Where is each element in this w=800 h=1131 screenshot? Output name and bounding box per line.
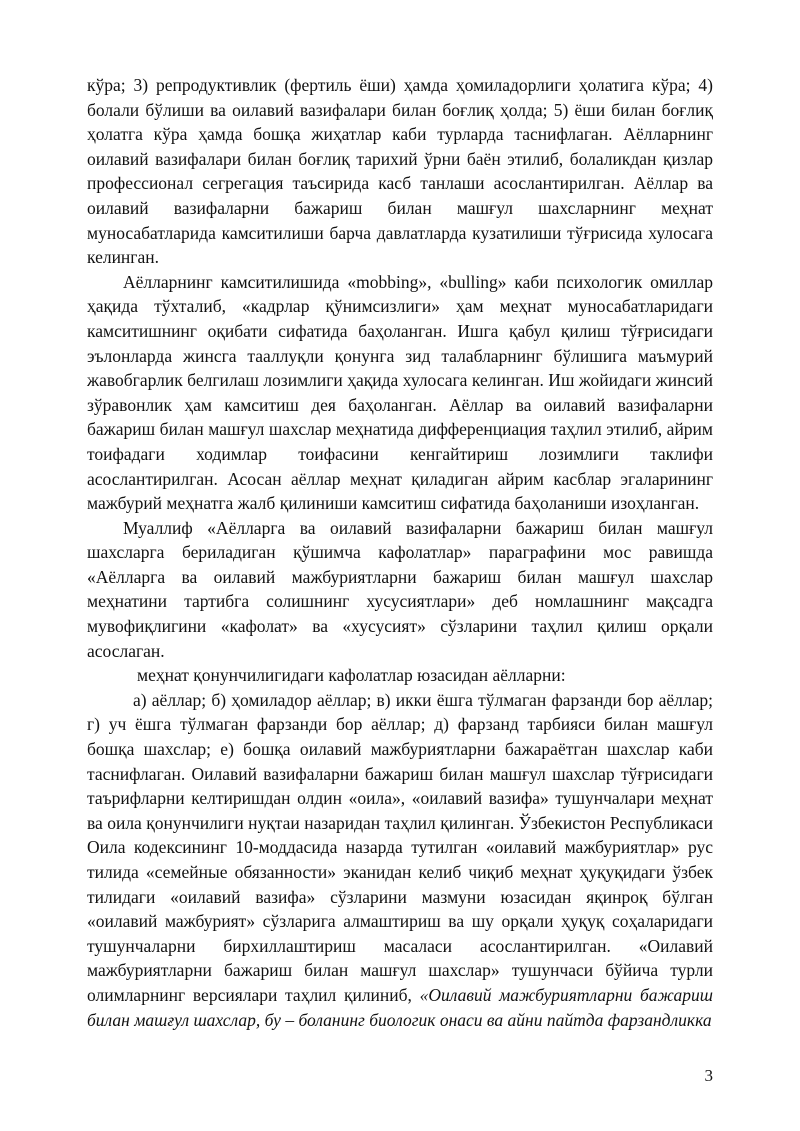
paragraph-1: кўра; 3) репродуктивлик (фертиль ёши) ҳамда ҳомиладорлиги ҳолатига кўра; 4) болали бўлиши ва оилавий вазифалари билан боғлиқ ҳолда; 5) ёши билан боғлиқ ҳолатга кўра ҳамда бошқа жиҳатлар каби турларда таснифлаган. Аёлларнинг оилавий вазифалари билан боғлиқ тарихий ўрни баён этилиб, болаликдан қизлар профессионал сегрегация таъсирида касб танлаши асослантирилган. Аёллар ва оилавий вазифаларни бажариш билан машғул шахсларнинг меҳнат муносабатларида камситилиши барча давлатларда кузатилиши тўғрисида хулосага келинган. — [87, 75, 713, 268]
paragraph-5-text: а) аёллар; б) ҳомиладор аёллар; в) икки ёшга тўлмаган фарзанди бор аёллар; г) уч ёшга тўлмаган фарзанди бор аёллар; д) фарзанд тарбияси билан машғул бошқа шахслар; е) бошқа оилавий мажбуриятларни бажараётган шахслар каби таснифлаган. Оилавий вазифаларни бажариш билан машғул шахслар тўғрисидаги таърифларни келтиришдан олдин «оила», «оилавий вазифа» тушунчалари меҳнат ва оила қонунчилиги нуқтаи назаридан таҳлил қилинган. Ўзбекистон Республикаси Оила кодексининг 10-моддасида назарда тутилган «оилавий мажбуриятлар» рус тилида «семейные обязанности» эканидан келиб чиқиб меҳнат ҳуқуқидаги ўзбек тилидаги «оилавий вазифа» сўзларини мазмуни юзасидан яқинроқ бўлган «оилавий мажбурият» сўзларига алмаштириш ва шу орқали ҳуқуқ соҳаларидаги тушунчаларни бирхиллаштириш масаласи асослантирилган. «Оилавий мажбуриятларни бажариш билан машғул шахслар» тушунчаси бўйича турли олимларнинг версиялари таҳлил қилиниб, — [87, 689, 713, 1005]
page-number: 3 — [704, 1066, 713, 1085]
paragraph-5 — [87, 688, 713, 1032]
paragraph-4: меҳнат қонунчилигидаги кафолатлар юзасидан аёлларни: — [137, 665, 566, 686]
paragraph-2: Аёлларнинг камситилишида «mobbing», «bulling» каби психологик омиллар ҳақида тўхталиб, «кадрлар қўнимсизлиги» ҳам меҳнат муносабатларидаги камситишнинг оқибати сифатида баҳоланган. Ишга қабул қилиш тўғрисидаги эълонларда жинсга тааллуқли қонунга зид талабларнинг бўлишига маъмурий жавобгарлик белгилаш лозимлиги ҳақида хулосага келинган. Иш жойидаги жинсий зўравонлик ҳам камситиш дея баҳоланган. Аёллар ва оилавий вазифаларни бажариш билан машғул шахслар меҳнатида дифференциация таҳлил этилиб, айрим тоифадаги ходимлар тоифасини кенгайтириш лозимлиги таклифи асослантирилган. Асосан аёллар меҳнат қиладиган айрим касблар эгаларининг мажбурий меҳнатга жалб қилиниши камситиш сифатида баҳоланиши изоҳланган. — [87, 271, 713, 514]
page-body — [87, 73, 713, 1032]
paragraph-5-italic-quote: «Оилавий мажбуриятларни бажариш билан машғул шахслар, бу – боланинг биологик онаси ва айни пайтда фарзандликка — [87, 984, 714, 1030]
paragraph-3: Муаллиф «Аёлларга ва оилавий вазифаларни бажариш билан машғул шахсларга бериладиган қўшимча кафолатлар» параграфини мос равишда «Аёлларга ва оилавий мажбуриятларни бажариш билан машғул шахслар меҳнатини тартибга солишнинг хусусиятлари» деб номлашнинг мақсадга мувофиқлигини «кафолат» ва «хусусият» сўзларини таҳлил қилиш орқали асослаган. — [87, 517, 713, 661]
